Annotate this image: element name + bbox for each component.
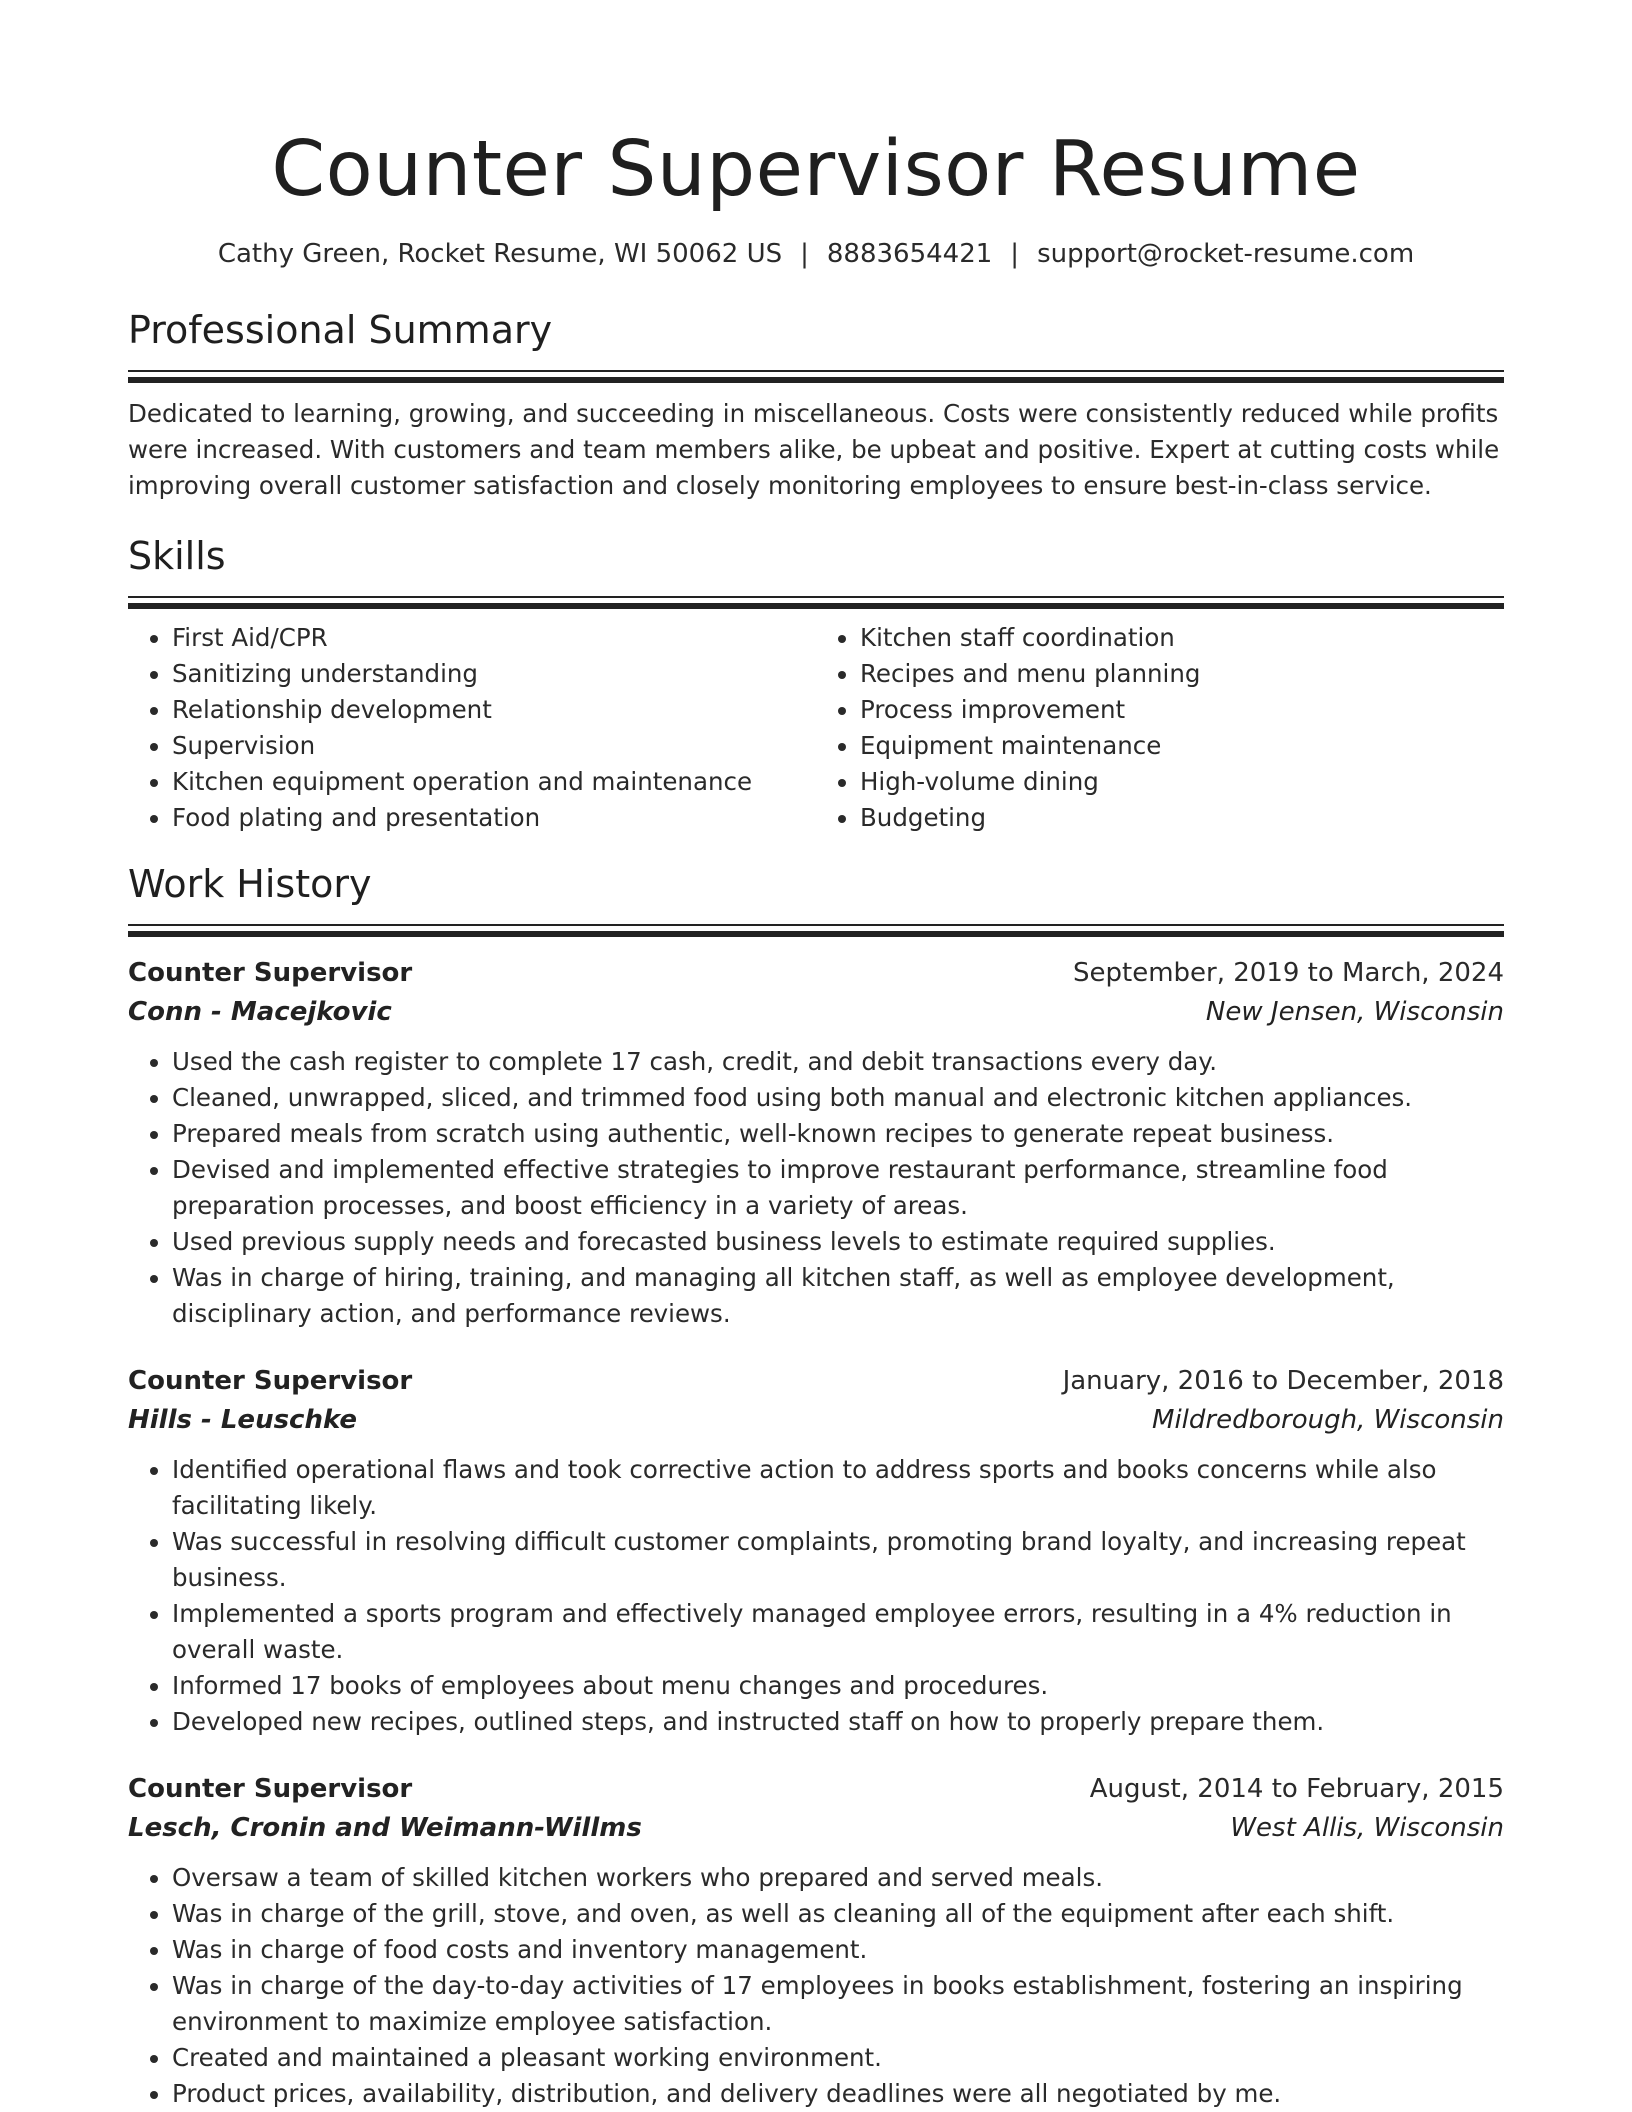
resume-page <box>128 0 1504 2112</box>
contact-separator: | <box>800 239 809 269</box>
job-location: West Allis, Wisconsin <box>1230 1813 1504 1843</box>
skills-section <box>128 532 1504 836</box>
job-entry <box>128 1770 1504 2112</box>
skill-item: • High-volume dining <box>860 764 1504 800</box>
section-heading-summary: Professional Summary <box>128 308 553 352</box>
skill-item: • Kitchen staff coordination <box>860 620 1504 656</box>
section-heading-work: Work History <box>128 862 372 906</box>
job-entry <box>128 954 1504 1332</box>
job-bullet: • Created and maintained a pleasant working environment. <box>172 2040 1504 2076</box>
summary-text: Dedicated to learning, growing, and succeeding in miscellaneous. Costs were consistently reduced while profits were increased. With customers and team members alike, be upbeat and positive. Expert at cutting costs while improving overall customer satisfaction and closely monitoring employees to ensure best-in-class service. <box>128 399 1500 500</box>
job-bullet: • Product prices, availability, distribution, and delivery deadlines were all negotiated by me. <box>172 2076 1504 2112</box>
job-location: Mildredborough, Wisconsin <box>1152 1405 1504 1435</box>
job-bullet: • Identified operational flaws and took corrective action to address sports and books concerns while also facilitating likely. <box>172 1452 1504 1524</box>
summary-section <box>128 306 1504 504</box>
job-bullet: • Oversaw a team of skilled kitchen workers who prepared and served meals. <box>172 1860 1504 1896</box>
job-bullet: • Was in charge of hiring, training, and managing all kitchen staff, as well as employee development, disciplinary action, and performance reviews. <box>172 1260 1504 1332</box>
skill-item: • First Aid/CPR <box>172 620 816 656</box>
job-bullet: • Used previous supply needs and forecasted business levels to estimate required supplies. <box>172 1224 1504 1260</box>
job-entry <box>128 1362 1504 1740</box>
skill-item: • Food plating and presentation <box>172 800 816 836</box>
contact-email: support@rocket-resume.com <box>1037 239 1415 269</box>
job-dates: September, 2019 to March, 2024 <box>1073 958 1504 988</box>
section-divider <box>128 370 1504 382</box>
job-title: Counter Supervisor <box>128 1774 413 1804</box>
skill-item: • Budgeting <box>860 800 1504 836</box>
job-bullet: • Used the cash register to complete 17 cash, credit, and debit transactions every day. <box>172 1044 1504 1080</box>
job-location: New Jensen, Wisconsin <box>1205 997 1504 1027</box>
job-bullets <box>128 1860 1504 2112</box>
skills-columns <box>128 620 1504 836</box>
section-divider <box>128 924 1504 936</box>
job-title: Counter Supervisor <box>128 958 413 988</box>
job-bullet: • Was in charge of the grill, stove, and oven, as well as cleaning all of the equipment after each shift. <box>172 1896 1504 1932</box>
skills-list-left <box>128 620 816 836</box>
job-bullets <box>128 1452 1504 1740</box>
job-dates: August, 2014 to February, 2015 <box>1089 1774 1504 1804</box>
job-company: Conn - Macejkovic <box>128 997 392 1027</box>
job-bullet: • Devised and implemented effective strategies to improve restaurant performance, streamline food preparation processes, and boost efficiency in a variety of areas. <box>172 1152 1504 1224</box>
skill-item: • Sanitizing understanding <box>172 656 816 692</box>
job-bullet: • Implemented a sports program and effectively managed employee errors, resulting in a 4% reduction in overall waste. <box>172 1596 1504 1668</box>
job-bullet: • Was successful in resolving difficult customer complaints, promoting brand loyalty, and increasing repeat business. <box>172 1524 1504 1596</box>
section-divider <box>128 596 1504 608</box>
job-company: Hills - Leuschke <box>128 1405 357 1435</box>
skill-item: • Relationship development <box>172 692 816 728</box>
skill-item: • Equipment maintenance <box>860 728 1504 764</box>
skills-list-right <box>816 620 1504 836</box>
job-title: Counter Supervisor <box>128 1366 413 1396</box>
contact-phone: 8883654421 <box>826 239 993 269</box>
job-bullet: • Was in charge of food costs and inventory management. <box>172 1932 1504 1968</box>
job-bullet: • Developed new recipes, outlined steps, and instructed staff on how to properly prepare them. <box>172 1704 1504 1740</box>
skill-item: • Process improvement <box>860 692 1504 728</box>
job-bullets <box>128 1044 1504 1332</box>
skill-item: • Kitchen equipment operation and maintenance <box>172 764 816 800</box>
skill-item: • Supervision <box>172 728 816 764</box>
section-heading-skills: Skills <box>128 534 226 578</box>
contact-address: Cathy Green, Rocket Resume, WI 50062 US <box>217 239 783 269</box>
job-dates: January, 2016 to December, 2018 <box>1062 1366 1504 1396</box>
skill-item: • Recipes and menu planning <box>860 656 1504 692</box>
job-bullet: • Prepared meals from scratch using authentic, well-known recipes to generate repeat business. <box>172 1116 1504 1152</box>
job-company: Lesch, Cronin and Weimann-Willms <box>128 1813 642 1843</box>
job-bullet: • Informed 17 books of employees about menu changes and procedures. <box>172 1668 1504 1704</box>
work-section <box>128 860 1504 2112</box>
contact-separator: | <box>1010 239 1020 269</box>
job-bullet: • Cleaned, unwrapped, sliced, and trimmed food using both manual and electronic kitchen appliances. <box>172 1080 1504 1116</box>
job-bullet: • Was in charge of the day-to-day activities of 17 employees in books establishment, fostering an inspiring environment to maximize employee satisfaction. <box>172 1968 1504 2040</box>
page-title: Counter Supervisor Resume <box>271 125 1361 214</box>
contact-line <box>128 236 1504 272</box>
